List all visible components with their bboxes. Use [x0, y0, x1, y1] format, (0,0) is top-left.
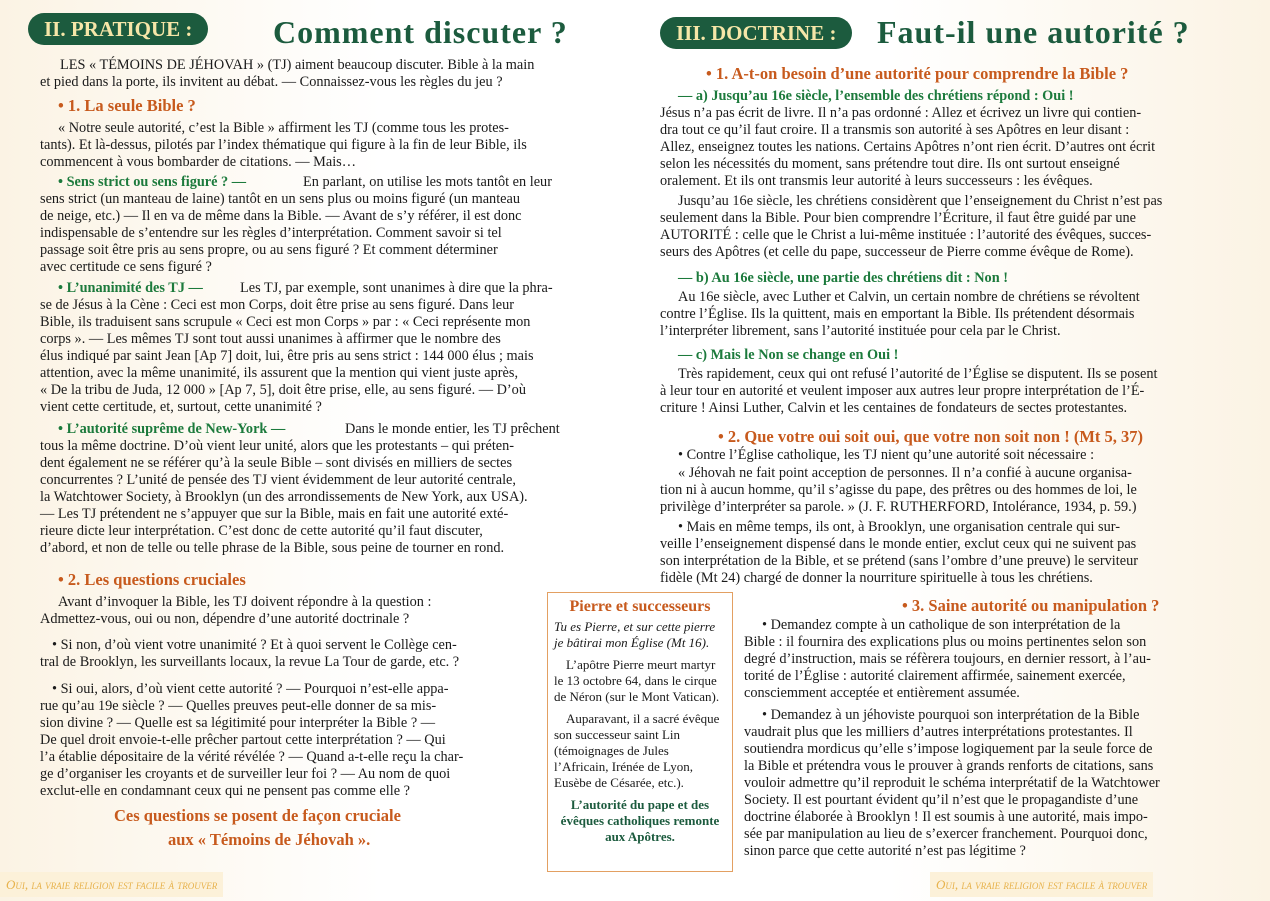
e-line: doctrine élaborée à Brooklyn ! Il est soumis à une autorité, mais impo-	[744, 809, 1148, 825]
right-title: Faut-il une autorité ?	[877, 14, 1190, 50]
e-line: sinon parce que cette autorité n’est pas légitime ?	[744, 843, 1026, 859]
d-line: privilège d’interpréter sa parole. » (J. F. RUTHERFORD, Intolérance, 1934, p. 59.)	[660, 499, 1137, 515]
p4-line: la Watchtower Society, à Brooklyn (un des arrondissements de New York, aux USA).	[40, 489, 528, 505]
a-line: seulement dans la Bible. Pour bien comprendre l’Écriture, il faut être guidé par une	[660, 210, 1136, 226]
p5-line: Admettez-vous, oui ou non, dépendre d’une autorité doctrinale ?	[40, 611, 410, 627]
intro-line-1: LES « TÉMOINS DE JÉHOVAH » (TJ) aiment beaucoup discuter. Bible à la main	[60, 57, 535, 73]
c-line: à leur tour en autorité et veulent imposer aux autres leur propre interprétation de l’É-	[660, 383, 1145, 399]
section-label-doctrine: III. DOCTRINE :	[660, 17, 852, 49]
p5-line: Avant d’invoquer la Bible, les TJ doivent répondre à la question :	[58, 594, 432, 610]
a-line: Jésus n’a pas écrit de livre. Il n’a pas ordonné : Allez et écrivez un livre qui contien-	[660, 105, 1142, 121]
p7-line: ge d’organiser les croyants et de surveiller leur foi ? — Au nom de quoi	[40, 766, 451, 782]
e-line: • Demandez compte à un catholique de son interprétation de la	[762, 617, 1121, 633]
b-line: contre l’Église. Ils la quittent, mais en emportant la Bible. Ils prétendent désormais	[660, 306, 1135, 322]
a-line: Allez, enseignez toutes les nations. Certains Apôtres n’ont rien écrit. D’autres ont écrit	[660, 139, 1156, 155]
p2-line: passage soit être pris au sens propre, ou au sens figuré ? Et comment déterminer	[40, 242, 498, 258]
e-line: soutiendra mordicus qu’elle s’impose logiquement par la seule force de	[744, 741, 1153, 757]
p1-line: tants). Et là-dessus, pilotés par l’index thématique qui figure à la fin de leur Bible, ils	[40, 137, 527, 153]
p4-line: dent également ne se référer qu’à la seule Bible – sont divisés en milliers de sectes	[40, 455, 513, 471]
p3-line: Les TJ, par exemple, sont unanimes à dire que la phra-	[240, 280, 553, 296]
footer-left: Oui, la vraie religion est facile à trouver	[0, 872, 223, 897]
p3-line: se de Jésus à la Cène : Ceci est mon Corps, doit être prise au sens figuré. Dans leur	[40, 297, 515, 313]
intro-line-2: et pied dans la porte, ils invitent au débat. — Connaissez-vous les règles du jeu ?	[40, 74, 503, 90]
e-line: degré d’instruction, mais se réfèrera toujours, en dernier ressort, à l’au-	[744, 651, 1151, 667]
p3-line: attention, avec la même unanimité, ils assurent que la mention qui vient juste après,	[40, 365, 519, 381]
p2-line: En parlant, on utilise les mots tantôt en leur	[303, 174, 552, 190]
a-line: oralement. Et ils ont transmis leur autorité à leurs successeurs : les évêques.	[660, 173, 1093, 189]
b-line: Au 16e siècle, avec Luther et Calvin, un certain nombre de chrétiens se révoltent	[678, 289, 1140, 305]
p1-line: commencent à vous bombarder de citations. — Mais…	[40, 154, 357, 170]
e-line: vaudrait plus que les milliers d’autres interprétations protestantes. Il	[744, 724, 1133, 740]
a-line: selon les nécessités du moment, sans prétendre tout dire. Ils ont surtout enseigné	[660, 156, 1120, 172]
e-line: la Bible et prétendra vous le prouver à grands renforts de citations, sans	[744, 758, 1154, 774]
d-line: « Jéhovah ne fait point acception de personnes. Il n’a confié à aucune organisa-	[678, 465, 1132, 481]
d-line: tion ni à aucun homme, qu’il s’agisse du pape, des prêtres ou des hommes de loi, le	[660, 482, 1137, 498]
p7-line: rue qu’au 19e siècle ? — Quelles preuves peut-elle donner de sa mis-	[40, 698, 437, 714]
b-line: l’interpréter librement, sans l’autorité instituée pour cela par le Christ.	[660, 323, 1061, 339]
c-line: Très rapidement, ceux qui ont refusé l’autorité de l’Église se disputent. Ils se posent	[678, 366, 1158, 382]
d-line: • Contre l’Église catholique, les TJ nient qu’une autorité soit nécessaire :	[678, 447, 1095, 463]
p4-line: concurrentes ? L’unité de pensée des TJ vient évidemment de leur autorité centrale,	[40, 472, 516, 488]
left-title: Comment discuter ?	[273, 14, 568, 50]
subhead-sens: • Sens strict ou sens figuré ? —	[58, 174, 247, 190]
heading-questions-cruciales: • 2. Les questions cruciales	[58, 570, 246, 589]
p4-line: d’abord, et non de telle ou telle phrase de la Bible, sous peine de tourner en rond.	[40, 540, 505, 556]
heading-saine-autorite: • 3. Saine autorité ou manipulation ?	[902, 596, 1160, 615]
p7-line: l’a établie dépositaire de la vérité révélée ? — Quand a-t-elle reçu la char-	[40, 749, 464, 765]
a-line: Jusqu’au 16e siècle, les chrétiens considèrent que l’enseignement du Christ n’est pas	[678, 193, 1163, 209]
footer-right: Oui, la vraie religion est facile à trouver	[930, 872, 1153, 897]
e-line: torité de l’Église : autorité clairement affirmée, sainement exercée,	[744, 668, 1126, 684]
p4-line: rieure dicte leur interprétation. C’est donc de cette autorité qu’il faut discuter,	[40, 523, 483, 539]
box-p3: L’autorité du pape et des évêques catholiques remonte aux Apôtres.	[560, 797, 720, 844]
pierre-successeurs-box	[547, 592, 733, 872]
p4-line: Dans le monde entier, les TJ prêchent	[345, 421, 560, 437]
p2-line: avec certitude ce sens figuré ?	[40, 259, 212, 275]
p1-line: « Notre seule autorité, c’est la Bible » affirment les TJ (comme tous les protes-	[58, 120, 509, 136]
conclusion-line: Ces questions se posent de façon cruciale	[114, 806, 401, 825]
section-label-pratique: II. PRATIQUE :	[28, 13, 208, 45]
box-title: Pierre et successeurs	[569, 598, 711, 615]
p3-line: corps ». — Les mêmes TJ sont tout aussi unanimes à affirmer que le nombre des	[40, 331, 501, 347]
p2-line: de neige, etc.) — Il en va de même dans la Bible. — Avant de s’y référer, il est donc	[40, 208, 522, 224]
subhead-b: — b) Au 16e siècle, une partie des chrétiens dit : Non !	[678, 270, 1008, 286]
p7-line: exclut-elle en condamnant ceux qui ne pensent pas comme elle ?	[40, 783, 410, 799]
p4-line: — Les TJ prétendent ne s’appuyer que sur la Bible, mais en fait une autorité exté-	[40, 506, 509, 522]
box-p1: L’apôtre Pierre meurt martyr le 13 octobre 64, dans le cirque de Néron (sur le Mont Vatican).	[554, 657, 720, 704]
p4-line: tous la même doctrine. D’où vient leur unité, alors que les protestants – qui préten-	[40, 438, 515, 454]
p2-line: sens strict (un manteau de laine) tantôt en un sens plus ou moins figuré (un manteau	[40, 191, 521, 207]
p7-line: De quel droit envoie-t-elle prêcher partout cette interprétation ? — Qui	[40, 732, 446, 748]
heading-oui-oui: • 2. Que votre oui soit oui, que votre non soit non ! (Mt 5, 37)	[718, 427, 1144, 446]
p2-line: indispensable de s’entendre sur les règles d’interprétation. Comment savoir si tel	[40, 225, 502, 241]
subhead-a: — a) Jusqu’au 16e siècle, l’ensemble des chrétiens répond : Oui !	[678, 88, 1074, 104]
p6-line: tral de Brooklyn, les surveillants locaux, la revue La Tour de garde, etc. ?	[40, 654, 460, 670]
heading-besoin-autorite: • 1. A-t-on besoin d’une autorité pour comprendre la Bible ?	[706, 64, 1129, 83]
e-line: sée par manipulation au lieu de s’exercer franchement. Pourquoi donc,	[744, 826, 1148, 842]
subhead-unanimite: • L’unanimité des TJ —	[58, 280, 203, 296]
box-quote: Tu es Pierre, et sur cette pierre je bâtirai mon Église (Mt 16).	[554, 619, 716, 650]
a-line: seurs des Apôtres (et celle du pape, successeur de Pierre comme évêque de Rome).	[660, 244, 1134, 260]
p6-line: • Si non, d’où vient votre unanimité ? Et à quoi servent le Collège cen-	[52, 637, 457, 653]
subhead-autorite-supreme: • L’autorité suprême de New-York —	[58, 421, 286, 437]
heading-seule-bible: • 1. La seule Bible ?	[58, 96, 196, 115]
d-line: fidèle (Mt 24) chargé de donner la nourriture spirituelle à tous les chrétiens.	[660, 570, 1093, 586]
p3-line: élus indiqué par saint Jean [Ap 7] doit, lui, être pris au sens strict : 144 000 élus ; mais	[40, 348, 534, 364]
c-line: criture ! Ainsi Luther, Calvin et les centaines de fondateurs de sectes protestantes.	[660, 400, 1128, 416]
e-line: vouloir admettre qu’il reproduit le schéma interprétatif de la Watchtower	[744, 775, 1160, 791]
p3-line: Bible, ils traduisent sans scrupule « Ceci est mon Corps » par : « Ceci représente mon	[40, 314, 531, 330]
p7-line: sion divine ? — Quelle est sa légitimité pour interpréter la Bible ? —	[40, 715, 436, 731]
d-line: • Mais en même temps, ils ont, à Brooklyn, une organisation centrale qui sur-	[678, 519, 1121, 535]
subhead-c: — c) Mais le Non se change en Oui !	[678, 347, 899, 363]
p3-line: « De la tribu de Juda, 12 000 » [Ap 7, 5], doit être prise, elle, au sens figuré. — D’où	[40, 382, 526, 398]
e-line: • Demandez à un jéhoviste pourquoi son interprétation de la Bible	[762, 707, 1140, 723]
p7-line: • Si oui, alors, d’où vient cette autorité ? — Pourquoi n’est-elle appa-	[52, 681, 449, 697]
a-line: AUTORITÉ : celle que le Christ a lui-même instituée : l’autorité des évêques, succes-	[660, 227, 1152, 243]
a-line: dra tout ce qu’il faut croire. Il a transmis son autorité à ses Apôtres en leur disant :	[660, 122, 1130, 138]
conclusion-line: aux « Témoins de Jéhovah ».	[168, 830, 371, 849]
e-line: Society. Il est pourtant évident qu’il n’est que le propagandiste d’une	[744, 792, 1139, 808]
e-line: consciemment acceptée et entièrement assumée.	[744, 685, 1020, 701]
p3-line: vient cette certitude, et, surtout, cette unanimité ?	[40, 399, 322, 415]
box-p2: Auparavant, il a sacré évêque son successeur saint Lin (témoignages de Jules l’Africain, Irénée de Lyon, Eusèbe de Césarée, etc.).	[554, 711, 720, 790]
d-line: veille l’enseignement dispensé dans le monde entier, exclut ceux qui ne suivent pas	[660, 536, 1137, 552]
e-line: Bible : il fournira des explications plus ou moins pertinentes selon son	[744, 634, 1147, 650]
d-line: son interprétation de la Bible, et se prétend (sans l’ombre d’une preuve) le serviteur	[660, 553, 1138, 569]
